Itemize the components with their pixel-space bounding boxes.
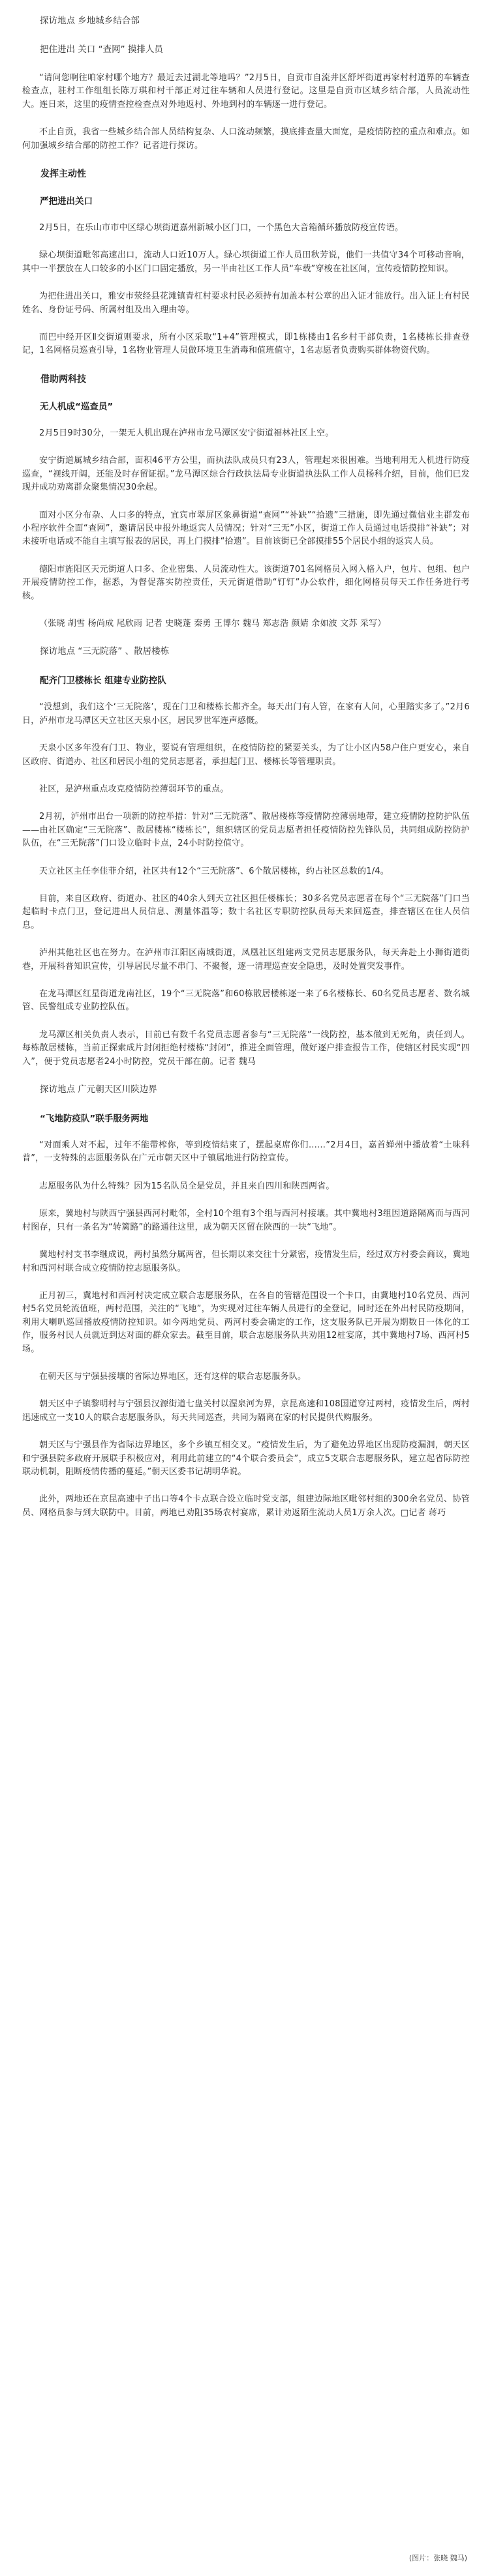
paragraph: 面对小区分布杂、人口多的特点，宜宾市翠屏区象鼻街道“查网”“补缺”“拾遗”三措施，即先通过微信业主群发布小程序软件全面“查网”，邀请居民申报外地返宾人员情况；针对“三无”小区，街道工作人员通过电话摸排“补缺”；对未接听电话或不能自主填写报表的居民，再上门摸排“拾遗”。目前该街已全部摸排55个居民小组的返宾人员。 bbox=[22, 510, 470, 547]
paragraph: 在朝天区与宁强县接壤的省际边界地区，还有这样的联合志愿服务队。 bbox=[39, 1371, 307, 1382]
paragraph: 社区，是泸州重点攻克疫情防控薄弱环节的重点。 bbox=[39, 784, 229, 794]
paragraph: 2月初，泸州市出台一项新的防控举措：针对“三无院落”、散居楼栋等疫情防控薄弱地带，建立疫情防控防护队伍——由社区确定“三无院落”、散居楼栋“楼栋长”，组织辖区的党员志愿者担任疫情防控先锋队员，共同组成防控防护队伍，在“三无院落”门口设立临时卡点，24小时防控值守。 bbox=[22, 812, 470, 849]
paragraph: 2月5日，在乐山市市中区绿心坝街道嘉州新城小区门口，一个黑色大音箱循环播放防疫宣传语。 bbox=[39, 223, 404, 233]
paragraph: （张晓 胡雪 杨尚成 尾欣雨 记者 史晓蓬 秦勇 王博尔 魏马 郑志浩 颜婧 余如波 文苏 采写） bbox=[39, 618, 386, 629]
paragraph: 正月初三，冀地村和西河村决定成立联合志愿服务队，在各自的管辖范围设一个卡口，由冀地村10名党员、西河村5名党员轮流值班，两村范围，关注的“飞地”，为实现对过往车辆人员进行的全登记，同时还在外出村民防疫期间，利用大喇叭巡回播放疫情防控知识。如今两地党员、两河村委会确定的工作，这支服务队已开展为期数日一体化的工作，服务村民人员就近到达对面的群众家去。截至目前，联合志愿服务队共劝阻12桩宴席，其中冀地村7场、西河村5场。 bbox=[22, 1290, 470, 1354]
paragraph: 原来，冀地村与陕西宁强县西河村毗邻，全村10个组有3个组与西河村接壤。其中冀地村3组因道路隔离而与西河村图存，只有一条名为“转篱路”的路通往这里，成为朝天区留在陕西的一块“飞地”。 bbox=[22, 1209, 470, 1232]
paragraph: 不止自贡，我省一些城乡结合部人员结构复杂、人口流动频繁，摸底排查量大面宽，是疫情防控的重点和难点。如何加强城乡结合部的防控工作？记者进行探访。 bbox=[22, 127, 470, 151]
paragraph: 2月5日9时30分，一架无人机出现在泸州市龙马潭区安宁街道福林社区上空。 bbox=[39, 428, 334, 438]
paragraph: 泸州其他社区也在努力。在泸州市江阳区南城街道，凤凰社区组建两支党员志愿服务队，每天奔赴上小狮街道街巷，开展科普知识宣传，引导居民尽量不串门、不聚餐，逐一清理巡查安全隐患，及时处置突发事件。 bbox=[22, 948, 470, 971]
paragraph: 冀地村村支书李继成说，两村虽然分属两省，但长期以来交往十分紧密，疫情发生后，经过双方村委会商议，冀地村和西河村联合成立疫情防控志愿服务队。 bbox=[22, 1250, 470, 1273]
paragraph: 而巴中经开区Ⅱ交街道则要求，所有小区采取“1+4”管理模式，即1栋楼由1名乡村干部负责，1名楼栋长排查登记，1名网格员巡查引导，1名物业管理人员做环境卫生消毒和值班值守，1名志愿者负责购买群体物资代购。 bbox=[22, 333, 470, 356]
image-credit: (图片：张晓 魏马) bbox=[408, 2554, 467, 2562]
section-location-title: 探访地点 乡地城乡结合部 bbox=[40, 16, 140, 26]
paragraph: 天立社区主任李佳菲介绍，社区共有12个“三无院落”、6个散居楼栋，约占社区总数的1/4。 bbox=[39, 866, 390, 876]
paragraph: 在龙马潭区红星街道龙南社区，19个“三无院落”和60栋散居楼栋逐一来了6名楼栋长、60名党员志愿者、数名城管、民警组成专业防控队伍。 bbox=[22, 989, 470, 1013]
paragraph: 目前，来自区政府、街道办、社区的40余人到天立社区担任楼栋长；30多名党员志愿者在每个“三无院落”门口当起临时卡点门卫，登记进出人员信息、测量体温等；数十名社区专职防控队员每天来回巡查，排查辖区在住人员信息。 bbox=[22, 894, 470, 930]
article-body bbox=[22, 14, 470, 1520]
paragraph: 龙马潭区相关负责人表示，目前已有数千名党员志愿者参与“三无院落”一线防控，基本做到无死角，责任到人。每栋散居楼栋，当前正探索成片封闭拒绝村楼栋“封闭”，推进全面管理，做好逐户排查报告工作，使辖区村民实现“四入”，便于党员志愿者24小时防控，党员干部在前。记者 魏马 bbox=[22, 1029, 470, 1067]
section-location-title: 探访地点 “三无院落” 、散居楼栋 bbox=[40, 646, 170, 657]
paragraph: 此外，两地还在京昆高速中子出口等4个卡点联合设立临时党支部，组建边际地区毗邻村组的300余名党员、协管员、网格员参与到大联防中。目前，两地已劝阻35场农村宴席，累计劝返陌生流动人员1万余人次。□记者 蒋巧 bbox=[22, 1494, 470, 1518]
paragraph: “请问您啊往咱家村哪个地方？最近去过湖北等地吗？”2月5日，自贡市自流井区舒坪街道再家村村道界的车辆查检查点，驻村工作组组长陈万琪和村干部正对过往车辆和人员进行登记。这里是自贡市区域乡结合部，人员流动性大。连日来，这里的疫情查控检查点对外地返村、外地到村的车辆逐一进行登记。 bbox=[22, 73, 470, 110]
subsection-heading: 配齐门卫楼栋长 组建专业防控队 bbox=[40, 675, 166, 687]
subsection-heading: 严把进出关口 bbox=[40, 196, 93, 207]
paragraph: 天泉小区多年没有门卫、物业，要说有管理组织，在疫情防控的紧要关头，为了让小区内58户住户更安心，来自区政府、街道办、社区和居民小组的党员志愿者，承担起门卫、楼栋长等管理职责。 bbox=[22, 743, 470, 767]
paragraph: 为把住进出关口，雅安市荥经县花滩镇青杠村要求村民必须持有加盖本村公章的出入证才能放行。出入证上有村民姓名、身份证号码、所属村组及出入理由等。 bbox=[22, 291, 470, 315]
section-heading: 借助两科技 bbox=[40, 374, 86, 385]
subsection-heading: 无人机成“巡查员” bbox=[40, 401, 114, 412]
paragraph: “对面乘人对不起，过年不能带榨你，等到疫情结束了，摆起桌席你们……”2月4日，嘉首婵州中播放着“土味科普”，一支特殊的志愿服务队在广元市朝天区中子镇属地进行防控宣传。 bbox=[22, 1140, 470, 1164]
paragraph: 志愿服务队为什么特殊？因为15名队员全是党员，并且来自四川和陕西两省。 bbox=[39, 1181, 335, 1191]
section-location-title: 探访地点 广元朝天区川陕边界 bbox=[40, 1084, 157, 1095]
paragraph: 朝天区与宁强县作为省际边界地区，多个乡镇互相交叉。“疫情发生后，为了避免边界地区出现防疫漏洞，朝天区和宁强县院多政府开展联手积极应对，利用此前建立的“4个联合委员会”，成立5支联合志愿服务队，建立起省际防控联动机制，阻断疫情传播的蔓延。”朝天区委书记胡明华说。 bbox=[22, 1440, 470, 1477]
paragraph: 朝天区中子镇黎明村与宁强县汉源街道七盘关村以渥泉河为界，京昆高速和108国道穿过两村，疫情发生后，两村迅速成立一支10人的联合志愿服务队，每天共同巡查，共同为隔离在家的村民提供代购服务。 bbox=[22, 1399, 470, 1423]
paragraph: “没想到，我们这个‘三无院落’，现在门卫和楼栋长都齐全。每天出门有人管，在家有人问，心里踏实多了。”2月6日，泸州市龙马潭区天立社区天泉小区，居民罗世军连声感慨。 bbox=[22, 702, 470, 726]
paragraph: 绿心坝街道毗邻高速出口，流动人口近10万人。绿心坝街道工作人员田秋芳说，他们一共值守34个可移动音响，其中一半摆放在人口较多的小区门口固定播放，另一半由社区工作人员“车载”穿梭在社区间，宣传疫情防控知识。 bbox=[22, 250, 470, 274]
section-heading: 发挥主动性 bbox=[40, 169, 86, 180]
section-location-title: 把住进出 关口 “查网” 摸排人员 bbox=[40, 44, 163, 55]
paragraph: 安宁街道属城乡结合部，面积46平方公里，而执法队成员只有23人，管理起来很困难。当地利用无人机进行防疫巡查，“视线开阔，还能及时存留证据。”龙马潭区综合行政执法局专业街道执法队工作人员杨科介绍，目前，他们已发现并成功劝离群众聚集情况30余起。 bbox=[22, 456, 470, 493]
paragraph: 德阳市旌阳区天元街道人口多、企业密集、人员流动性大。该街道701名网格员入网入格入户，包片、包组、包户开展疫情防控工作，据悉，为督促落实防控责任，天元街道借助“钉钉”办公软件，细化网格员每天工作任务进行考核。 bbox=[22, 564, 470, 601]
subsection-heading: “飞地防疫队”联手服务两地 bbox=[40, 1114, 149, 1125]
